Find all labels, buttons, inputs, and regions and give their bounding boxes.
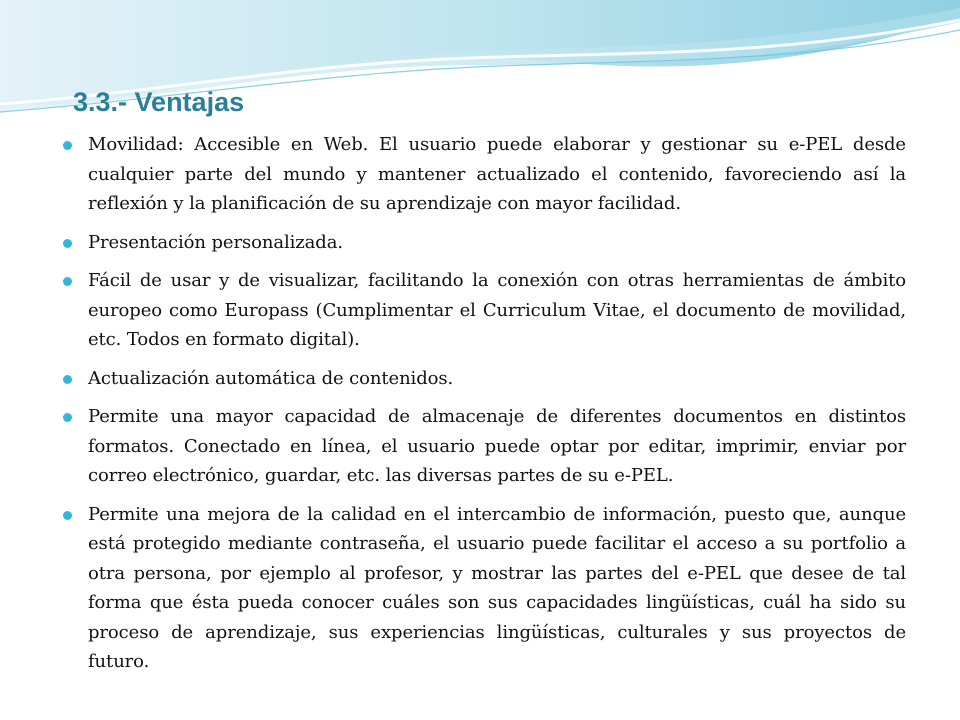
bullet-text: Actualización automática de contenidos. [88, 367, 454, 389]
bullet-list [88, 130, 906, 686]
bullet-dot-icon [63, 277, 72, 286]
bullet-item-facil-de-usar [88, 266, 906, 355]
bullet-item-actualizacion [88, 364, 906, 394]
bullet-item-presentacion [88, 228, 906, 258]
bullet-dot-icon [63, 511, 72, 520]
bullet-text: Permite una mejora de la calidad en el intercambio de información, puesto que, aunque está protegido mediante contraseña, el usuario puede facilitar el acceso a su portfolio a otra persona, por ejemplo al profesor, y mostrar las partes del e-PEL que desee de tal forma que ésta pueda conocer cuáles son sus capacidades lingüísticas, cuál ha sido su proceso de aprendizaje, sus experiencias lingüísticas, culturales y sus proyectos de futuro. [88, 503, 906, 672]
bullet-item-almacenaje [88, 402, 906, 491]
bullet-text: Fácil de usar y de visualizar, facilitando la conexión con otras herramientas de ámbito europeo como Europass (Cumplimentar el Curriculum Vitae, el documento de movilidad, etc. Todos en formato digital). [88, 270, 906, 350]
bullet-text: Permite una mayor capacidad de almacenaje de diferentes documentos en distintos formatos. Conectado en línea, el usuario puede optar por editar, imprimir, enviar por correo electrónico, guardar, etc. las diversas partes de su e-PEL. [88, 406, 906, 486]
bullet-text: Movilidad: Accesible en Web. El usuario puede elaborar y gestionar su e-PEL desde cualquier parte del mundo y mantener actualizado el contenido, favoreciendo así la reflexión y la planificación de su aprendizaje con mayor facilidad. [88, 134, 906, 214]
bullet-item-movilidad [88, 130, 906, 219]
bullet-dot-icon [63, 413, 72, 422]
bullet-dot-icon [63, 141, 72, 150]
bullet-dot-icon [63, 239, 72, 248]
bullet-text: Presentación personalizada. [88, 231, 343, 253]
bullet-dot-icon [63, 375, 72, 384]
bullet-item-intercambio [88, 500, 906, 677]
slide-title: 3.3.- Ventajas [73, 87, 245, 117]
